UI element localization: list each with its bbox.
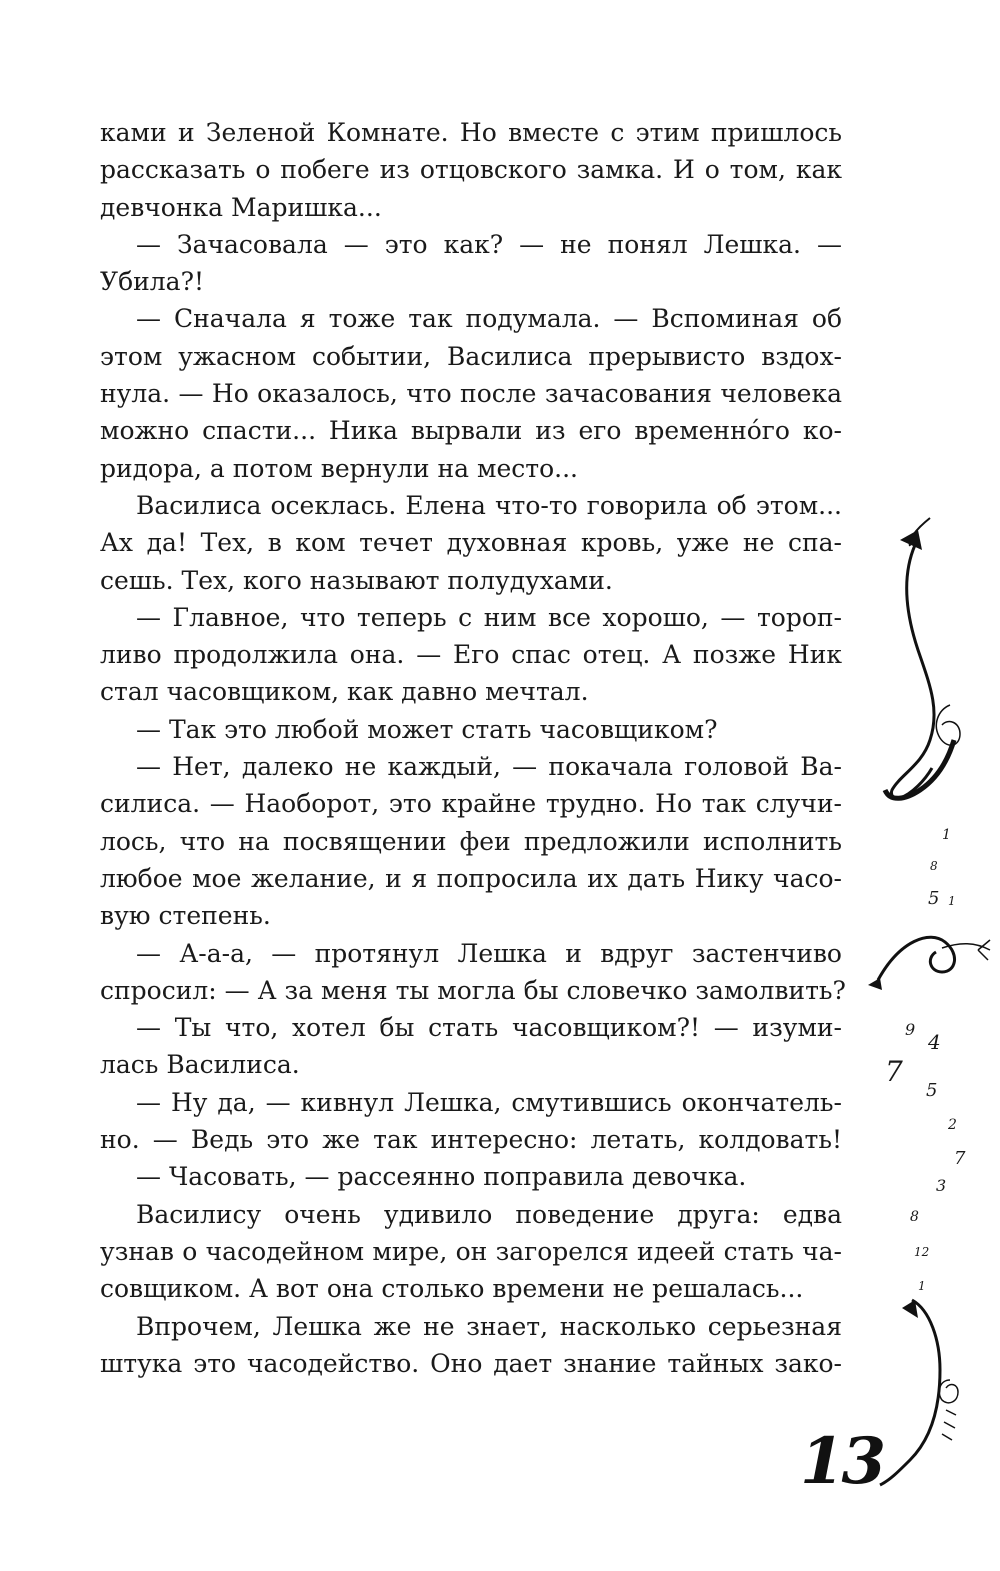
text-line: Ах да! Тех, в ком течет духовная кровь, уже не спа- — [100, 528, 842, 558]
text-line: штука это часодейство. Оно дает знание тайных зако- — [100, 1348, 842, 1378]
ornament-digit: 5 — [926, 1080, 938, 1101]
text-line: сешь. Тех, кого называют полудухами. — [100, 565, 613, 595]
ornament-digit: 9 — [905, 1020, 916, 1039]
text-line: — Сначала я тоже так подумала. — Вспоминая об — [136, 304, 842, 334]
text-line: можно спасти... Ника вырвали из его временнóго ко- — [100, 416, 842, 446]
ornament-swirl-drawing — [860, 510, 1000, 1510]
text-line: нула. — Но оказалось, что после зачасования человека — [100, 379, 842, 409]
text-line: лась Василиса. — [100, 1050, 300, 1080]
text-line: рассказать о побеге из отцовского замка. И о том, как — [100, 155, 842, 185]
ornament-bottom-ticks — [942, 1410, 956, 1440]
ornament-stroke-heavy — [885, 740, 954, 798]
ornament-digit: 8 — [930, 859, 938, 873]
body-text — [100, 114, 846, 1382]
ornament-swirl-middle — [878, 937, 955, 980]
text-line: спросил: — А за меня ты могла бы словечко замолвить? — [100, 975, 846, 1005]
ornament-digit: 3 — [936, 1176, 947, 1195]
clock-ornament — [860, 510, 1000, 1510]
text-line: силиса. — Наоборот, это крайне трудно. Но так случи- — [100, 789, 842, 819]
ornament-digit: 8 — [910, 1209, 919, 1225]
text-line: совщиком. А вот она столько времени не решалась... — [100, 1274, 804, 1304]
text-line: Василиса осеклась. Елена что-то говорила об этом... — [136, 490, 842, 520]
text-line: стал часовщиком, как давно мечтал. — [100, 677, 589, 707]
text-line: ками и Зеленой Комнате. Но вместе с этим пришлось — [100, 118, 842, 147]
ornament-digit: 12 — [914, 1245, 930, 1259]
page-number: 13 — [800, 1424, 884, 1499]
text-line: — А-а-а, — протянул Лешка и вдруг застенчиво — [136, 938, 842, 968]
ornament-digit: 4 — [928, 1030, 941, 1054]
text-line: — Ну да, — кивнул Лешка, смутившись окончатель- — [136, 1087, 842, 1117]
text-line: — Так это любой может стать часовщиком? — [136, 714, 718, 744]
ornament-digit: 5 — [928, 888, 940, 909]
text-line: ливо продолжила она. — Его спас отец. А позже Ник — [100, 640, 842, 670]
text-line: Василису очень удивило поведение друга: едва — [136, 1199, 842, 1229]
text-line: — Часовать, — рассеянно поправила девочка. — [136, 1162, 747, 1192]
ornament-digit: 7 — [954, 1148, 966, 1169]
ornament-digit: 1 — [918, 1279, 926, 1293]
text-line: девчонка Маришка... — [100, 192, 382, 222]
text-line: узнав о часодейном мире, он загорелся идеей стать ча- — [100, 1236, 842, 1266]
text-line: ридора, а потом вернули на место... — [100, 453, 578, 483]
ornament-curl-bottom — [939, 1380, 958, 1403]
ornament-digit: 1 — [948, 894, 956, 908]
ornament-swirl-top — [891, 545, 934, 798]
text-line: Впрочем, Лешка же не знает, насколько серьезная — [136, 1311, 842, 1341]
text-line: — Нет, далеко не каждый, — покачала головой Ва- — [136, 752, 842, 782]
text-line: Убила?! — [100, 267, 205, 297]
text-line: этом ужасном событии, Василиса прерывисто вздох- — [100, 341, 842, 371]
text-line: — Ты что, хотел бы стать часовщиком?! — изуми- — [136, 1013, 842, 1043]
ornament-middle-feather — [978, 940, 990, 960]
ornament-digit: 2 — [948, 1117, 957, 1133]
ornament-curl-top — [936, 705, 960, 745]
text-line: вую степень. — [100, 901, 271, 931]
ornament-swirl-bottom — [880, 1300, 940, 1485]
text-line: но. — Ведь это же так интересно: летать, колдовать! — [100, 1125, 842, 1155]
text-line: — Главное, что теперь с ним все хорошо, — тороп- — [136, 602, 842, 632]
ornament-digit: 1 — [942, 827, 951, 843]
text-line: любое мое желание, и я попросила их дать Нику часо- — [100, 863, 842, 893]
ornament-arrow-middle — [868, 978, 882, 990]
text-line: лось, что на посвящении феи предложили исполнить — [100, 826, 842, 856]
text-line: — Зачасовала — это как? — не понял Лешка. — — [136, 229, 842, 259]
ornament-digit: 7 — [885, 1055, 903, 1088]
